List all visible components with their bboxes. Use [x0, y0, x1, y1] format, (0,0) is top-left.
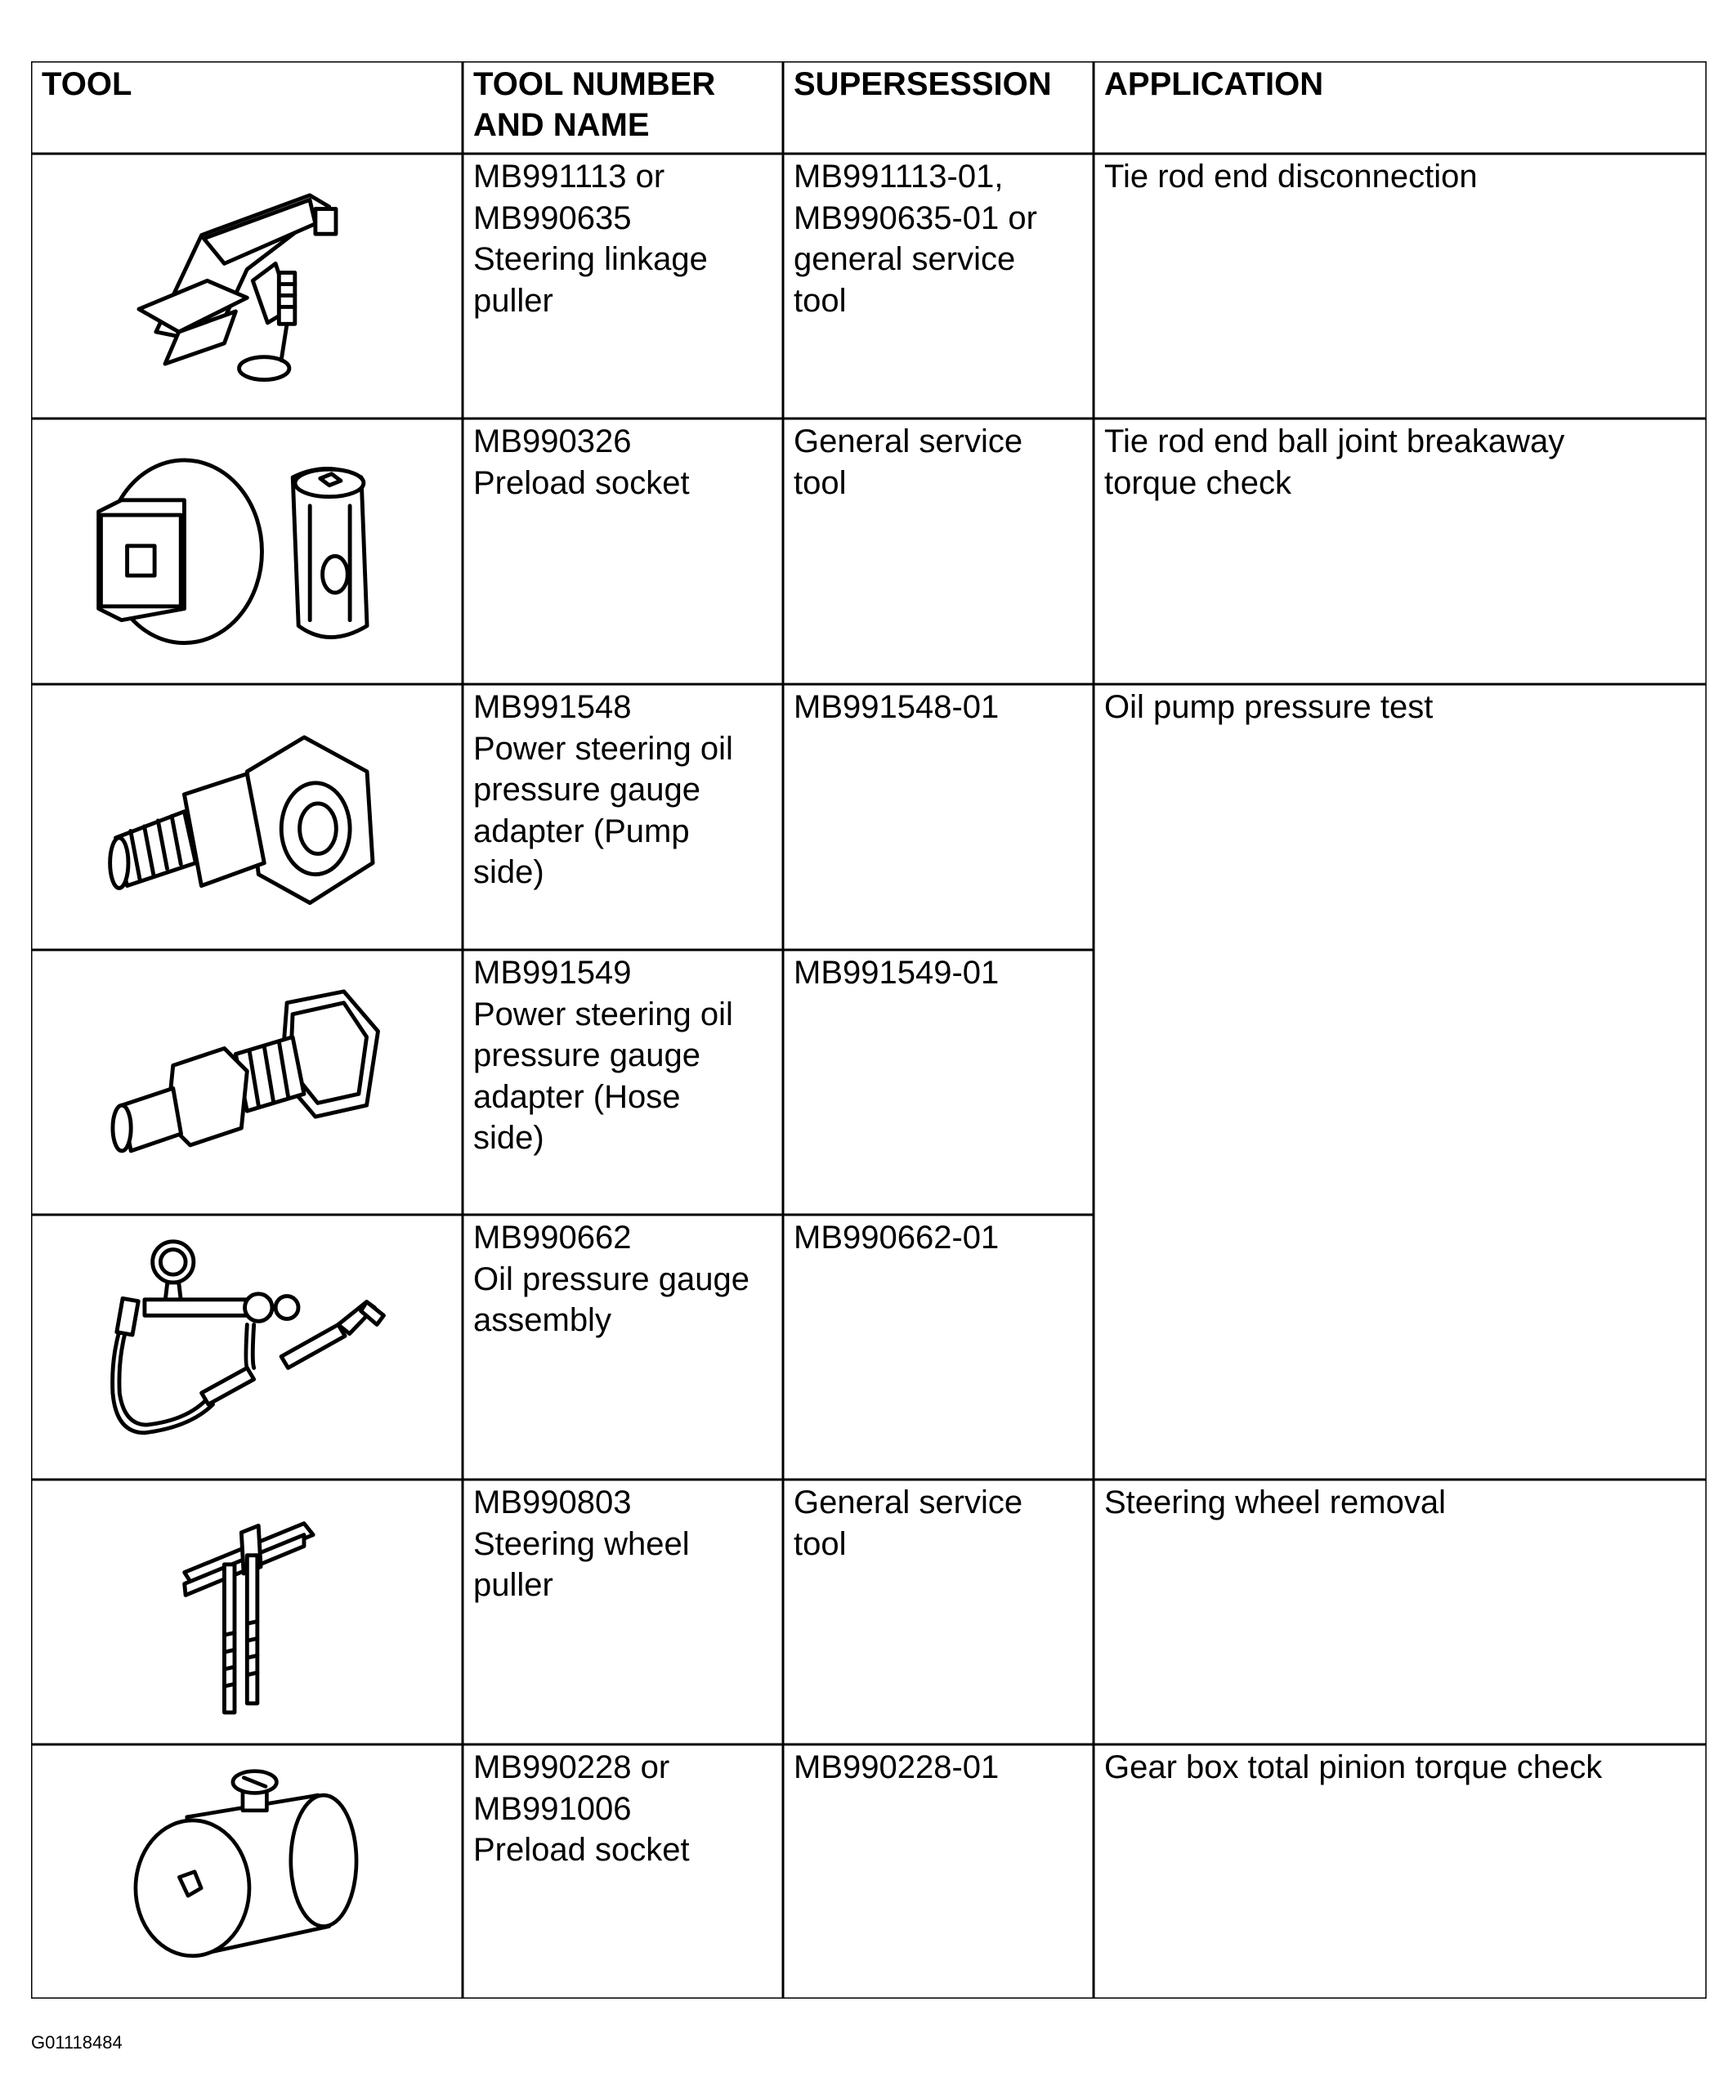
- steering-linkage-puller-icon: [57, 172, 437, 401]
- table-row-6-application: Gear box total pinion torque check: [1104, 1749, 1603, 1785]
- table-row-0-tool-number: MB991113 or MB990635 Steering linkage puller: [473, 159, 708, 319]
- header-tool: TOOL: [42, 66, 132, 102]
- pinion-preload-socket-icon: [57, 1762, 437, 1981]
- table-row-6-supersession: MB990228-01: [794, 1749, 1000, 1785]
- table-row-4-supersession: MB990662-01: [794, 1220, 1000, 1256]
- table-row-0-supersession: MB991113-01, MB990635-01 or general service tool: [794, 159, 1037, 319]
- table-rows-2-4-application: Oil pump pressure test: [1104, 689, 1434, 725]
- table-row-0-tool-cell: [31, 154, 463, 419]
- table-row-2-tool-cell: [31, 684, 463, 950]
- table-row-4-tool-cell: [31, 1215, 463, 1480]
- oil-pressure-gauge-assembly-icon: [57, 1234, 437, 1462]
- table-row-3-supersession: MB991549-01: [794, 955, 1000, 991]
- table-row-6-tool-number: MB990228 or MB991006 Preload socket: [473, 1749, 690, 1868]
- header-application: APPLICATION: [1104, 66, 1324, 102]
- table-row-1-tool-number: MB990326 Preload socket: [473, 423, 690, 501]
- table-row-3-tool-number: MB991549 Power steering oil pressure gauge adapter (Hose side): [473, 955, 733, 1156]
- special-tools-table: [31, 61, 1707, 1999]
- header-supersession: SUPERSESSION: [794, 66, 1052, 102]
- table-row-2-supersession: MB991548-01: [794, 689, 1000, 725]
- table-row-1-supersession: General service tool: [794, 423, 1023, 501]
- table-row-5-supersession: General service tool: [794, 1484, 1023, 1562]
- table-row-5-application: Steering wheel removal: [1104, 1484, 1446, 1520]
- table-row-4-tool-number: MB990662 Oil pressure gauge assembly: [473, 1220, 749, 1338]
- hose-side-adapter-icon: [57, 969, 437, 1197]
- table-row-5-tool-cell: [31, 1480, 463, 1744]
- table-row-6-tool-cell: [31, 1744, 463, 1999]
- table-row-3-tool-cell: [31, 950, 463, 1215]
- table-row-0-application: Tie rod end disconnection: [1104, 159, 1478, 195]
- header-tool-number: TOOL NUMBER AND NAME: [473, 66, 716, 143]
- steering-wheel-puller-icon: [57, 1498, 437, 1726]
- figure-id: G01118484: [31, 2032, 123, 2053]
- table-row-5-tool-number: MB990803 Steering wheel puller: [473, 1484, 690, 1603]
- pump-side-adapter-icon: [57, 703, 437, 932]
- preload-socket-icon: [57, 437, 437, 666]
- table-row-1-tool-cell: [31, 419, 463, 684]
- table-row-1-application: Tie rod end ball joint breakaway torque check: [1104, 423, 1565, 501]
- table-row-2-tool-number: MB991548 Power steering oil pressure gauge adapter (Pump side): [473, 689, 733, 890]
